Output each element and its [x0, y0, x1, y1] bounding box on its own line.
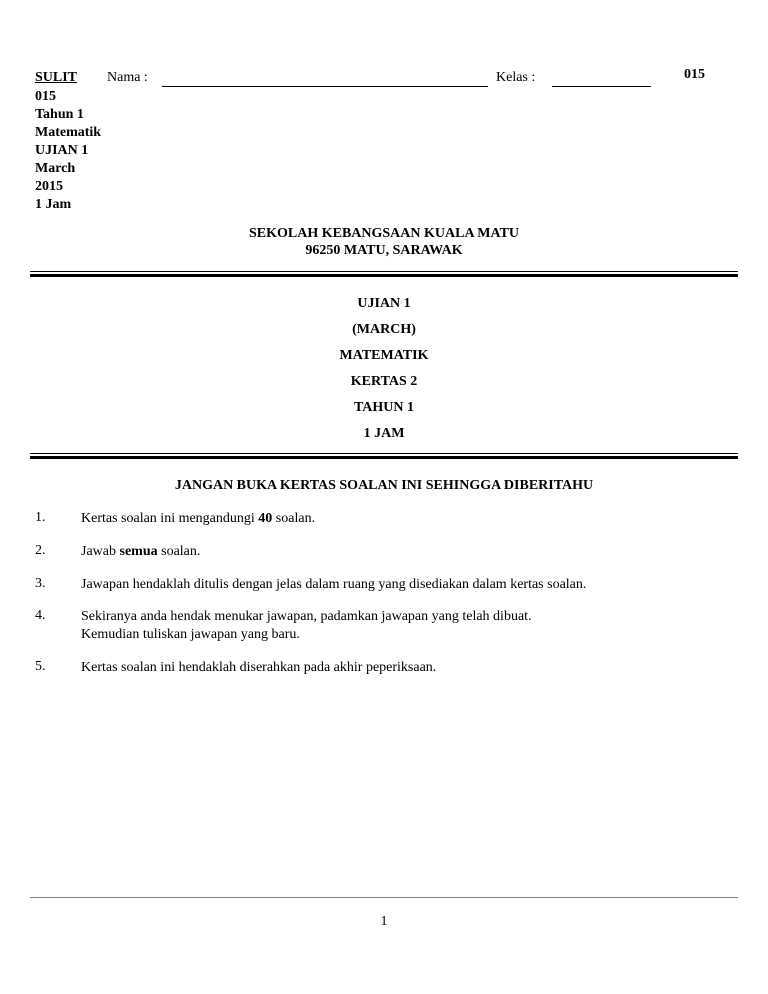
meta-exam: UJIAN 1 [35, 143, 89, 158]
paper-code: 015 [684, 67, 705, 82]
meta-subject: Matematik [35, 125, 102, 140]
instruction-number: 2. [35, 543, 46, 558]
instruction-number: 4. [35, 608, 46, 623]
top-divider [30, 271, 738, 277]
instruction-number: 1. [35, 510, 46, 525]
meta-duration: 1 Jam [35, 197, 72, 212]
nama-field-line[interactable] [162, 86, 488, 87]
warning-text: JANGAN BUKA KERTAS SOALAN INI SEHINGGA DIBERITAHU [174, 478, 594, 493]
exam-level: TAHUN 1 [353, 400, 415, 415]
exam-paper: KERTAS 2 [350, 374, 418, 389]
exam-title: UJIAN 1 [357, 296, 411, 311]
meta-month: March [35, 161, 76, 176]
sulit-label: SULIT [35, 70, 78, 85]
page-number: 1 [380, 914, 388, 929]
exam-month: (MARCH) [352, 322, 416, 337]
nama-label: Nama : [107, 70, 148, 85]
meta-year: 2015 [35, 179, 63, 194]
footer-divider [30, 897, 738, 898]
exam-duration: 1 JAM [363, 426, 405, 441]
instruction-number: 5. [35, 659, 46, 674]
paper-meta [35, 88, 101, 214]
school-address: 96250 MATU, SARAWAK [305, 243, 463, 258]
school-name: SEKOLAH KEBANGSAAN KUALA MATU [248, 226, 520, 241]
exam-subject: MATEMATIK [339, 348, 429, 363]
meta-year-level: Tahun 1 [35, 107, 84, 122]
instruction-number: 3. [35, 576, 46, 591]
kelas-field-line[interactable] [552, 86, 651, 87]
kelas-label: Kelas : [496, 70, 536, 85]
meta-code: 015 [35, 89, 56, 104]
bottom-divider [30, 453, 738, 459]
